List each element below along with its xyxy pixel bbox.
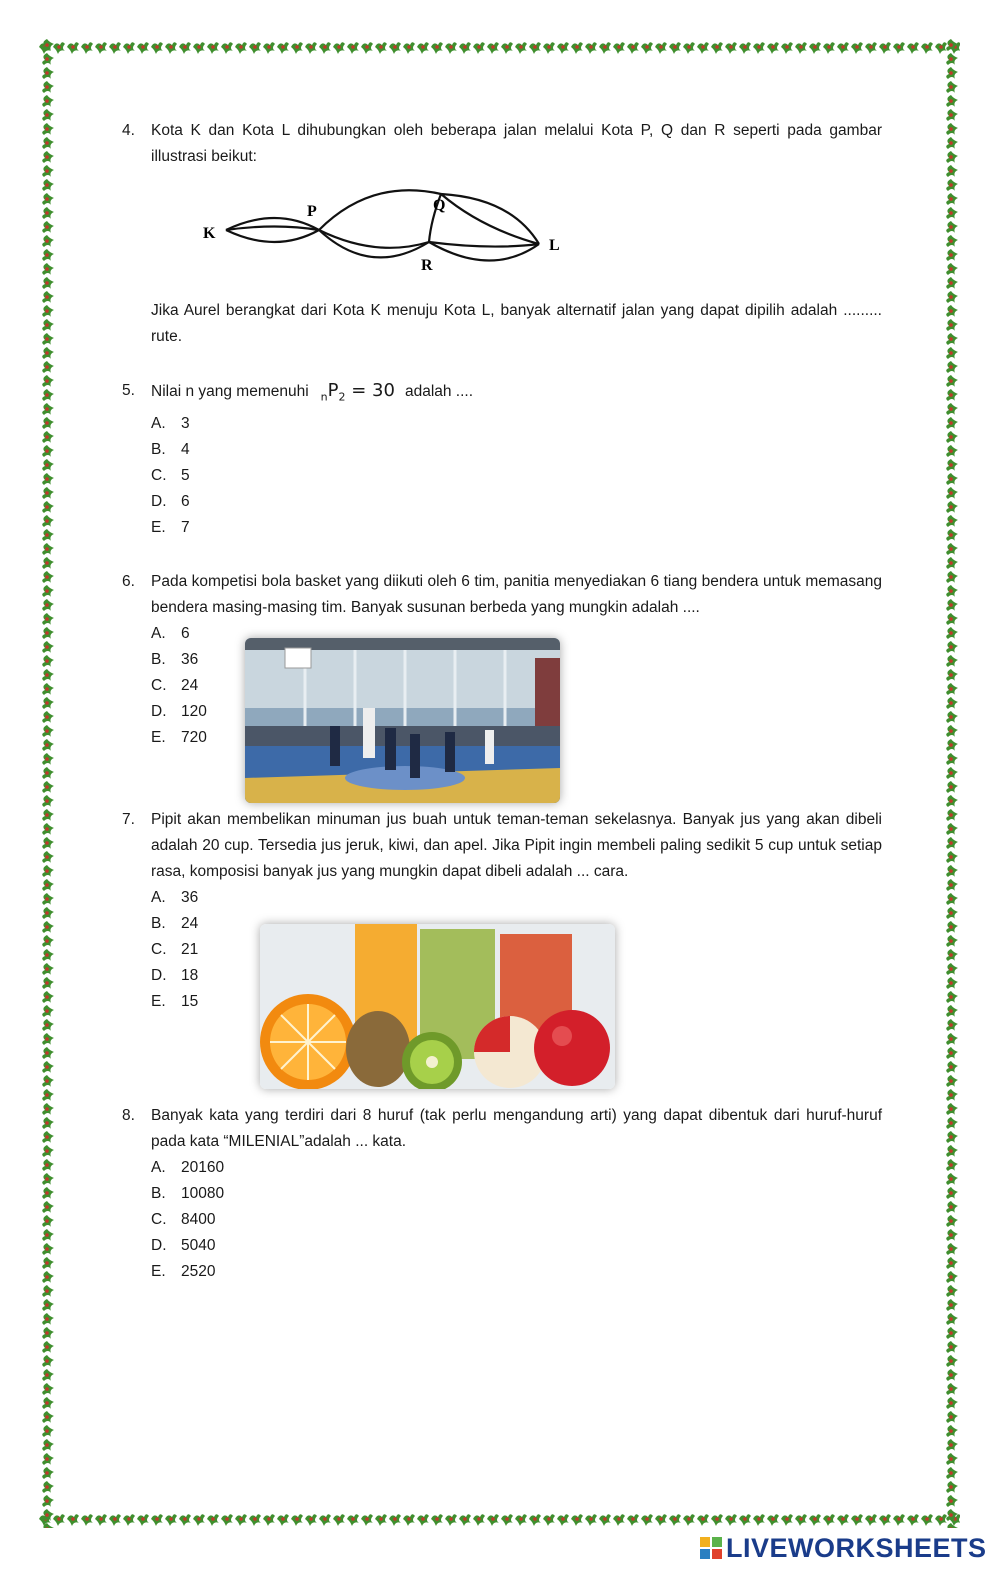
option-c[interactable]: C. 24 xyxy=(151,676,199,694)
option-b[interactable]: B. 10080 xyxy=(151,1184,225,1202)
question-text: Pada kompetisi bola basket yang diikuti oleh 6 tim, panitia menyediakan 6 tiang bendera untuk memasang bendera masing-masing tim. Banyak susunan berbeda yang mungkin adalah .... xyxy=(151,572,882,616)
logo-text: LIVEWORKSHEETS xyxy=(726,1532,987,1563)
option-a[interactable]: A. 6 xyxy=(151,624,190,642)
decorative-border-top xyxy=(38,38,960,56)
question-number: 8. xyxy=(122,1106,135,1124)
option-c[interactable]: C. 5 xyxy=(151,466,190,484)
permutation-formula: $_nP_2 = 30$ xyxy=(320,380,395,404)
option-e[interactable]: E. 720 xyxy=(151,728,207,746)
question-text: Kota K dan Kota L dihubungkan oleh beberapa jalan melalui Kota P, Q dan R seperti pada gambar illustrasi beikut: xyxy=(151,122,882,165)
node-label-q: Q xyxy=(433,197,446,214)
answer-options xyxy=(151,411,882,541)
question-number: 6. xyxy=(122,572,135,590)
basketball-court-photo xyxy=(245,638,560,803)
question-5 xyxy=(122,378,882,541)
question-number: 5. xyxy=(122,382,135,399)
question-number: 4. xyxy=(122,122,135,139)
node-label-k: K xyxy=(203,225,216,242)
decorative-border-left xyxy=(38,38,56,1528)
route-diagram xyxy=(191,178,601,288)
node-label-p: P xyxy=(307,203,317,220)
question-text-before: Nilai n yang memenuhi xyxy=(151,383,309,400)
option-e[interactable]: E. 2520 xyxy=(151,1262,216,1280)
question-text: Pipit akan membelikan minuman jus buah untuk teman-teman sekelasnya. Banyak jus yang akan dibeli adalah 20 cup. Tersedia jus jeruk, kiwi, dan apel. Jika Pipit ingin membeli paling sedikit 5 cup untuk setiap rasa, komposisi banyak jus yang mungkin dapat dibeli adalah ... cara. xyxy=(151,810,882,880)
option-d[interactable]: D. 5040 xyxy=(151,1236,216,1254)
option-e[interactable]: E. 15 xyxy=(151,992,199,1010)
option-d[interactable]: D. 6 xyxy=(151,492,190,510)
question-text: Banyak kata yang terdiri dari 8 huruf (tak perlu mengandung arti) yang dapat dibentuk dari huruf-huruf pada kata “MILENIAL”adalah ... kata. xyxy=(151,1106,882,1150)
liveworksheets-logo xyxy=(700,1532,992,1564)
option-a[interactable]: A. 3 xyxy=(151,414,190,432)
question-text xyxy=(151,378,882,411)
option-b[interactable]: B. 36 xyxy=(151,650,199,668)
node-label-r: R xyxy=(421,257,433,274)
answer-options xyxy=(151,1155,882,1285)
question-4 xyxy=(122,118,882,350)
option-a[interactable]: A. 20160 xyxy=(151,1158,225,1176)
option-d[interactable]: D. 120 xyxy=(151,702,207,720)
option-b[interactable]: B. 24 xyxy=(151,914,199,932)
decorative-border-bottom xyxy=(38,1510,960,1528)
question-followup: Jika Aurel berangkat dari Kota K menuju Kota L, banyak alternatif jalan yang dapat dipilih adalah ......... rute. xyxy=(151,302,882,345)
question-text-after: adalah .... xyxy=(404,383,474,400)
node-label-l: L xyxy=(549,237,560,254)
question-8 xyxy=(122,1103,882,1285)
option-a[interactable]: A. 36 xyxy=(151,888,199,906)
option-b[interactable]: B. 4 xyxy=(151,440,190,458)
option-c[interactable]: C. 21 xyxy=(151,940,199,958)
fruit-juice-photo xyxy=(260,924,615,1089)
question-number: 7. xyxy=(122,810,135,828)
option-d[interactable]: D. 18 xyxy=(151,966,199,984)
logo-grid-icon xyxy=(700,1537,722,1559)
decorative-border-right xyxy=(942,38,960,1528)
option-e[interactable]: E. 7 xyxy=(151,518,190,536)
option-c[interactable]: C. 8400 xyxy=(151,1210,216,1228)
